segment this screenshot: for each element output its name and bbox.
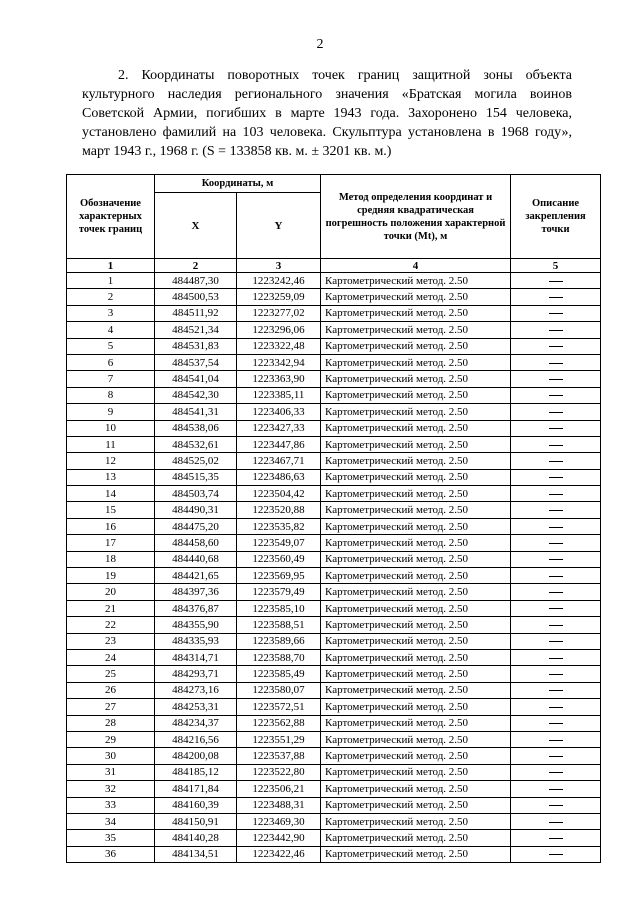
- y-coordinate-cell: 1223427,33: [237, 420, 321, 436]
- x-coordinate-cell: 484150,91: [155, 813, 237, 829]
- description-cell: [511, 699, 601, 715]
- point-number-cell: 9: [67, 404, 155, 420]
- method-cell: Картометрический метод. 2.50: [321, 387, 511, 403]
- table-row: [67, 781, 601, 797]
- point-number-cell: 10: [67, 420, 155, 436]
- y-coordinate-cell: 1223522,80: [237, 764, 321, 780]
- method-cell: Картометрический метод. 2.50: [321, 453, 511, 469]
- method-cell: Картометрический метод. 2.50: [321, 338, 511, 354]
- point-number-cell: 32: [67, 781, 155, 797]
- x-coordinate-cell: 484134,51: [155, 846, 237, 862]
- description-cell: [511, 305, 601, 321]
- description-cell: [511, 715, 601, 731]
- x-coordinate-cell: 484200,08: [155, 748, 237, 764]
- x-coordinate-cell: 484314,71: [155, 649, 237, 665]
- table-row: [67, 797, 601, 813]
- dash-mark: [549, 690, 563, 691]
- description-cell: [511, 420, 601, 436]
- table-row: [67, 535, 601, 551]
- y-coordinate-cell: 1223322,48: [237, 338, 321, 354]
- y-coordinate-cell: 1223520,88: [237, 502, 321, 518]
- dash-mark: [549, 313, 563, 314]
- dash-mark: [549, 838, 563, 839]
- method-cell: Картометрический метод. 2.50: [321, 781, 511, 797]
- dash-mark: [549, 592, 563, 593]
- point-number-cell: 30: [67, 748, 155, 764]
- table-row: [67, 273, 601, 289]
- x-coordinate-cell: 484541,04: [155, 371, 237, 387]
- dash-mark: [549, 527, 563, 528]
- table-row: [67, 846, 601, 862]
- header-x: X: [155, 193, 237, 259]
- point-number-cell: 11: [67, 436, 155, 452]
- method-cell: Картометрический метод. 2.50: [321, 518, 511, 534]
- method-cell: Картометрический метод. 2.50: [321, 666, 511, 682]
- method-cell: Картометрический метод. 2.50: [321, 797, 511, 813]
- table-row: [67, 764, 601, 780]
- point-number-cell: 34: [67, 813, 155, 829]
- dash-mark: [549, 445, 563, 446]
- y-coordinate-cell: 1223579,49: [237, 584, 321, 600]
- dash-mark: [549, 822, 563, 823]
- column-number: 4: [321, 259, 511, 273]
- header-point: Обозначение характерных точек границ: [67, 175, 155, 259]
- point-number-cell: 6: [67, 354, 155, 370]
- x-coordinate-cell: 484234,37: [155, 715, 237, 731]
- y-coordinate-cell: 1223551,29: [237, 731, 321, 747]
- point-number-cell: 8: [67, 387, 155, 403]
- column-number: 1: [67, 259, 155, 273]
- header-y: Y: [237, 193, 321, 259]
- point-number-cell: 5: [67, 338, 155, 354]
- table-row: [67, 715, 601, 731]
- point-number-cell: 33: [67, 797, 155, 813]
- x-coordinate-cell: 484532,61: [155, 436, 237, 452]
- description-cell: [511, 781, 601, 797]
- x-coordinate-cell: 484521,34: [155, 322, 237, 338]
- x-coordinate-cell: 484542,30: [155, 387, 237, 403]
- column-number: 3: [237, 259, 321, 273]
- table-row: [67, 617, 601, 633]
- method-cell: Картометрический метод. 2.50: [321, 354, 511, 370]
- method-cell: Картометрический метод. 2.50: [321, 649, 511, 665]
- table-row: [67, 387, 601, 403]
- table-row: [67, 699, 601, 715]
- table-row: [67, 338, 601, 354]
- point-number-cell: 29: [67, 731, 155, 747]
- dash-mark: [549, 658, 563, 659]
- x-coordinate-cell: 484500,53: [155, 289, 237, 305]
- description-cell: [511, 682, 601, 698]
- point-number-cell: 1: [67, 273, 155, 289]
- y-coordinate-cell: 1223385,11: [237, 387, 321, 403]
- dash-mark: [549, 674, 563, 675]
- dash-mark: [549, 625, 563, 626]
- y-coordinate-cell: 1223467,71: [237, 453, 321, 469]
- y-coordinate-cell: 1223537,88: [237, 748, 321, 764]
- description-cell: [511, 453, 601, 469]
- x-coordinate-cell: 484503,74: [155, 486, 237, 502]
- table-row: [67, 354, 601, 370]
- y-coordinate-cell: 1223447,86: [237, 436, 321, 452]
- point-number-cell: 18: [67, 551, 155, 567]
- header-description: Описание закрепления точки: [511, 175, 601, 259]
- dash-mark: [549, 641, 563, 642]
- method-cell: Картометрический метод. 2.50: [321, 502, 511, 518]
- point-number-cell: 31: [67, 764, 155, 780]
- x-coordinate-cell: 484140,28: [155, 830, 237, 846]
- x-coordinate-cell: 484421,65: [155, 568, 237, 584]
- y-coordinate-cell: 1223363,90: [237, 371, 321, 387]
- y-coordinate-cell: 1223488,31: [237, 797, 321, 813]
- x-coordinate-cell: 484487,30: [155, 273, 237, 289]
- y-coordinate-cell: 1223572,51: [237, 699, 321, 715]
- y-coordinate-cell: 1223406,33: [237, 404, 321, 420]
- dash-mark: [549, 281, 563, 282]
- point-number-cell: 16: [67, 518, 155, 534]
- y-coordinate-cell: 1223588,70: [237, 649, 321, 665]
- table-row: [67, 600, 601, 616]
- table-row: [67, 518, 601, 534]
- description-cell: [511, 502, 601, 518]
- dash-mark: [549, 707, 563, 708]
- description-cell: [511, 338, 601, 354]
- y-coordinate-cell: 1223560,49: [237, 551, 321, 567]
- table-row: [67, 649, 601, 665]
- dash-mark: [549, 576, 563, 577]
- description-cell: [511, 535, 601, 551]
- description-cell: [511, 436, 601, 452]
- description-cell: [511, 354, 601, 370]
- dash-mark: [549, 854, 563, 855]
- method-cell: Картометрический метод. 2.50: [321, 436, 511, 452]
- table-row: [67, 289, 601, 305]
- paragraph-text: 2. Координаты поворотных точек границ защитной зоны объекта культурного наследия регионального значения «Братская могила воинов Советской Армии, погибших в марте 1943 года. Захоронено 154 человека, установлено фамилий на 103 человека. Скульптура установлена в 1968 году», март 1943 г., 1968 г. (S = 133858 кв. м. ± 3201 кв. м.): [82, 68, 572, 159]
- column-number: 5: [511, 259, 601, 273]
- point-number-cell: 24: [67, 649, 155, 665]
- x-coordinate-cell: 484475,20: [155, 518, 237, 534]
- table-row: [67, 584, 601, 600]
- dash-mark: [549, 789, 563, 790]
- table-row: [67, 813, 601, 829]
- dash-mark: [549, 510, 563, 511]
- description-cell: [511, 830, 601, 846]
- x-coordinate-cell: 484335,93: [155, 633, 237, 649]
- x-coordinate-cell: 484253,31: [155, 699, 237, 715]
- table-row: [67, 633, 601, 649]
- y-coordinate-cell: 1223486,63: [237, 469, 321, 485]
- y-coordinate-cell: 1223442,90: [237, 830, 321, 846]
- point-number-cell: 4: [67, 322, 155, 338]
- point-number-cell: 3: [67, 305, 155, 321]
- dash-mark: [549, 559, 563, 560]
- dash-mark: [549, 756, 563, 757]
- x-coordinate-cell: 484216,56: [155, 731, 237, 747]
- dash-mark: [549, 494, 563, 495]
- y-coordinate-cell: 1223535,82: [237, 518, 321, 534]
- y-coordinate-cell: 1223585,10: [237, 600, 321, 616]
- table-row: [67, 436, 601, 452]
- method-cell: Картометрический метод. 2.50: [321, 469, 511, 485]
- y-coordinate-cell: 1223504,42: [237, 486, 321, 502]
- dash-mark: [549, 461, 563, 462]
- x-coordinate-cell: 484531,83: [155, 338, 237, 354]
- dash-mark: [549, 330, 563, 331]
- dash-mark: [549, 395, 563, 396]
- table-row: [67, 469, 601, 485]
- x-coordinate-cell: 484538,06: [155, 420, 237, 436]
- description-cell: [511, 731, 601, 747]
- y-coordinate-cell: 1223277,02: [237, 305, 321, 321]
- method-cell: Картометрический метод. 2.50: [321, 600, 511, 616]
- column-numbers-row: [67, 259, 601, 273]
- header-coordinates: Координаты, м: [155, 175, 321, 193]
- point-number-cell: 28: [67, 715, 155, 731]
- point-number-cell: 36: [67, 846, 155, 862]
- table-row: [67, 568, 601, 584]
- method-cell: Картометрический метод. 2.50: [321, 371, 511, 387]
- description-cell: [511, 371, 601, 387]
- description-cell: [511, 273, 601, 289]
- method-cell: Картометрический метод. 2.50: [321, 305, 511, 321]
- header-method: [321, 175, 511, 259]
- y-coordinate-cell: 1223562,88: [237, 715, 321, 731]
- point-number-cell: 21: [67, 600, 155, 616]
- point-number-cell: 23: [67, 633, 155, 649]
- x-coordinate-cell: 484376,87: [155, 600, 237, 616]
- dash-mark: [549, 346, 563, 347]
- point-number-cell: 7: [67, 371, 155, 387]
- description-cell: [511, 617, 601, 633]
- point-number-cell: 27: [67, 699, 155, 715]
- method-cell: Картометрический метод. 2.50: [321, 420, 511, 436]
- x-coordinate-cell: 484458,60: [155, 535, 237, 551]
- description-cell: [511, 486, 601, 502]
- description-cell: [511, 764, 601, 780]
- dash-mark: [549, 805, 563, 806]
- method-cell: Картометрический метод. 2.50: [321, 568, 511, 584]
- table-row: [67, 551, 601, 567]
- dash-mark: [549, 412, 563, 413]
- dash-mark: [549, 428, 563, 429]
- y-coordinate-cell: 1223342,94: [237, 354, 321, 370]
- dash-mark: [549, 772, 563, 773]
- description-cell: [511, 666, 601, 682]
- dash-mark: [549, 477, 563, 478]
- table-row: [67, 420, 601, 436]
- method-cell: Картометрический метод. 2.50: [321, 273, 511, 289]
- header-method-text: Метод определения координат и средняя квадратическая погрешность положения характерной точки (Mt), м: [325, 191, 506, 242]
- point-number-cell: 20: [67, 584, 155, 600]
- dash-mark: [549, 723, 563, 724]
- method-cell: Картометрический метод. 2.50: [321, 633, 511, 649]
- x-coordinate-cell: 484293,71: [155, 666, 237, 682]
- table-row: [67, 502, 601, 518]
- table-row: [67, 748, 601, 764]
- method-cell: Картометрический метод. 2.50: [321, 748, 511, 764]
- table-row: [67, 682, 601, 698]
- method-cell: Картометрический метод. 2.50: [321, 404, 511, 420]
- description-cell: [511, 633, 601, 649]
- description-cell: [511, 387, 601, 403]
- table-row: [67, 830, 601, 846]
- point-number-cell: 26: [67, 682, 155, 698]
- point-number-cell: 25: [67, 666, 155, 682]
- point-number-cell: 12: [67, 453, 155, 469]
- y-coordinate-cell: 1223580,07: [237, 682, 321, 698]
- method-cell: Картометрический метод. 2.50: [321, 535, 511, 551]
- description-cell: [511, 568, 601, 584]
- x-coordinate-cell: 484525,02: [155, 453, 237, 469]
- method-cell: Картометрический метод. 2.50: [321, 830, 511, 846]
- x-coordinate-cell: 484490,31: [155, 502, 237, 518]
- x-coordinate-cell: 484440,68: [155, 551, 237, 567]
- table-row: [67, 322, 601, 338]
- page-number: 2: [316, 37, 324, 52]
- description-cell: [511, 469, 601, 485]
- method-cell: Картометрический метод. 2.50: [321, 764, 511, 780]
- y-coordinate-cell: 1223588,51: [237, 617, 321, 633]
- method-cell: Картометрический метод. 2.50: [321, 486, 511, 502]
- description-cell: [511, 518, 601, 534]
- table-row: [67, 666, 601, 682]
- method-cell: Картометрический метод. 2.50: [321, 617, 511, 633]
- x-coordinate-cell: 484185,12: [155, 764, 237, 780]
- y-coordinate-cell: 1223549,07: [237, 535, 321, 551]
- table-row: [67, 731, 601, 747]
- table-row: [67, 371, 601, 387]
- table-body: [67, 273, 601, 863]
- description-cell: [511, 600, 601, 616]
- description-cell: [511, 584, 601, 600]
- x-coordinate-cell: 484515,35: [155, 469, 237, 485]
- section-paragraph: [82, 66, 572, 161]
- point-number-cell: 22: [67, 617, 155, 633]
- dash-mark: [549, 608, 563, 609]
- dash-mark: [549, 297, 563, 298]
- method-cell: Картометрический метод. 2.50: [321, 846, 511, 862]
- dash-mark: [549, 363, 563, 364]
- x-coordinate-cell: 484511,92: [155, 305, 237, 321]
- description-cell: [511, 289, 601, 305]
- point-number-cell: 14: [67, 486, 155, 502]
- point-number-cell: 15: [67, 502, 155, 518]
- y-coordinate-cell: 1223569,95: [237, 568, 321, 584]
- description-cell: [511, 322, 601, 338]
- column-number: 2: [155, 259, 237, 273]
- table-row: [67, 305, 601, 321]
- description-cell: [511, 748, 601, 764]
- y-coordinate-cell: 1223242,46: [237, 273, 321, 289]
- y-coordinate-cell: 1223506,21: [237, 781, 321, 797]
- point-number-cell: 13: [67, 469, 155, 485]
- y-coordinate-cell: 1223296,06: [237, 322, 321, 338]
- coordinates-table: [66, 174, 601, 863]
- point-number-cell: 35: [67, 830, 155, 846]
- y-coordinate-cell: 1223585,49: [237, 666, 321, 682]
- description-cell: [511, 813, 601, 829]
- dash-mark: [549, 543, 563, 544]
- table-row: [67, 404, 601, 420]
- x-coordinate-cell: 484397,36: [155, 584, 237, 600]
- method-cell: Картометрический метод. 2.50: [321, 731, 511, 747]
- method-cell: Картометрический метод. 2.50: [321, 715, 511, 731]
- method-cell: Картометрический метод. 2.50: [321, 551, 511, 567]
- method-cell: Картометрический метод. 2.50: [321, 322, 511, 338]
- dash-mark: [549, 379, 563, 380]
- dash-mark: [549, 740, 563, 741]
- method-cell: Картометрический метод. 2.50: [321, 682, 511, 698]
- x-coordinate-cell: 484355,90: [155, 617, 237, 633]
- point-number-cell: 2: [67, 289, 155, 305]
- method-cell: Картометрический метод. 2.50: [321, 699, 511, 715]
- x-coordinate-cell: 484273,16: [155, 682, 237, 698]
- point-number-cell: 19: [67, 568, 155, 584]
- y-coordinate-cell: 1223422,46: [237, 846, 321, 862]
- x-coordinate-cell: 484537,54: [155, 354, 237, 370]
- description-cell: [511, 404, 601, 420]
- method-cell: Картометрический метод. 2.50: [321, 584, 511, 600]
- x-coordinate-cell: 484541,31: [155, 404, 237, 420]
- table-row: [67, 453, 601, 469]
- x-coordinate-cell: 484171,84: [155, 781, 237, 797]
- x-coordinate-cell: 484160,39: [155, 797, 237, 813]
- description-cell: [511, 846, 601, 862]
- point-number-cell: 17: [67, 535, 155, 551]
- y-coordinate-cell: 1223589,66: [237, 633, 321, 649]
- y-coordinate-cell: 1223469,30: [237, 813, 321, 829]
- method-cell: Картометрический метод. 2.50: [321, 813, 511, 829]
- method-cell: Картометрический метод. 2.50: [321, 289, 511, 305]
- description-cell: [511, 797, 601, 813]
- description-cell: [511, 551, 601, 567]
- table-row: [67, 486, 601, 502]
- y-coordinate-cell: 1223259,09: [237, 289, 321, 305]
- description-cell: [511, 649, 601, 665]
